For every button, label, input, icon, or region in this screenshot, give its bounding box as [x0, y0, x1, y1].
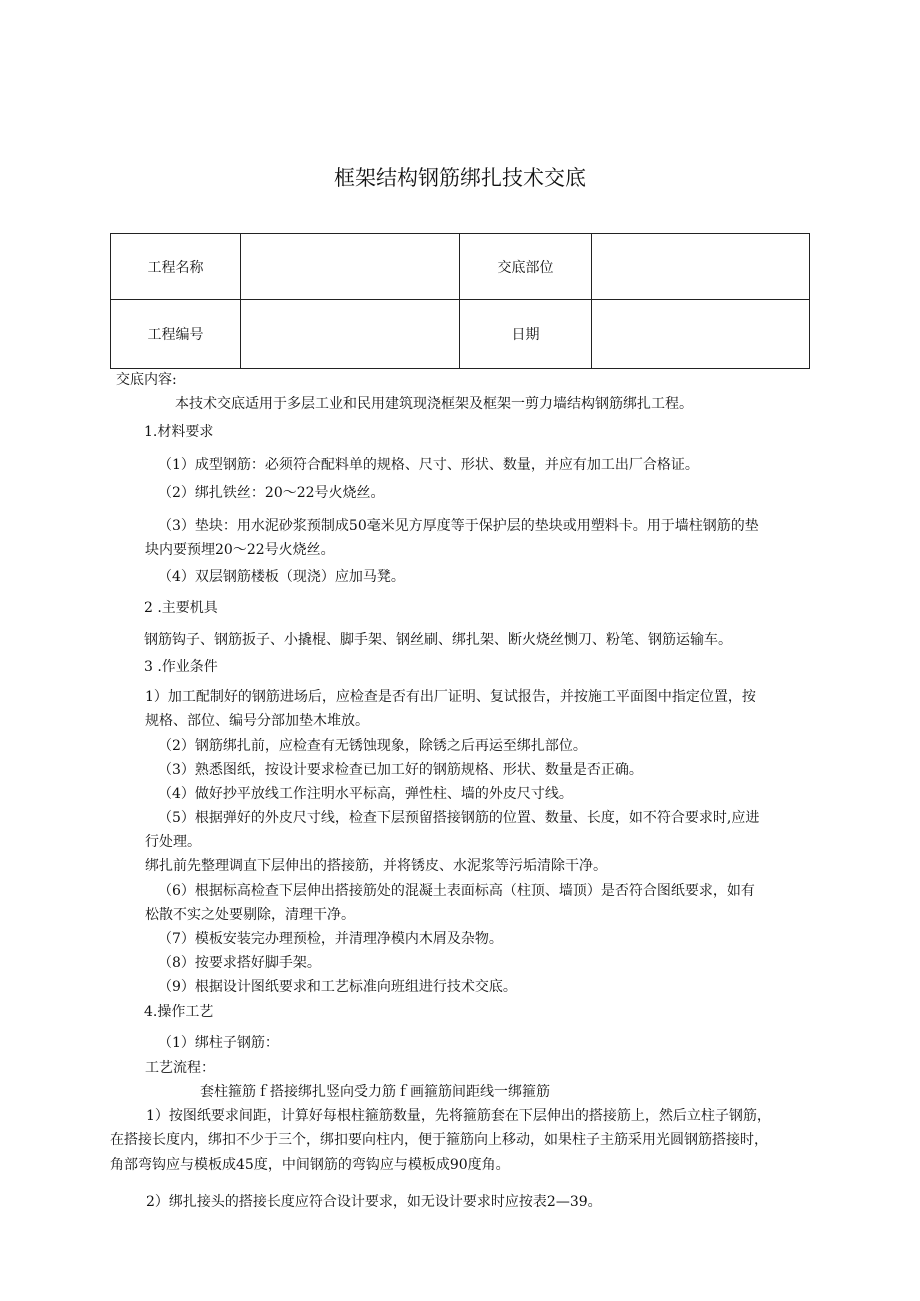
paragraph: 钢筋钩子、钢筋扳子、小撬棍、脚手架、钢丝刷、绑扎架、断火烧丝恻刀、粉笔、钢筋运输车。	[144, 632, 732, 648]
project-number-value	[241, 300, 460, 369]
paragraph: （6）根据标高检查下层伸出搭接筋处的混凝土表面标高（柱顶、墙顶）是否符合图纸要求，如有	[158, 883, 755, 899]
paragraph: 工艺流程：	[145, 1060, 215, 1076]
project-name-value	[241, 234, 460, 300]
info-table	[110, 233, 810, 369]
paragraph: 角部弯钩应与模板成45度，中间钢筋的弯钩应与模板成90度角。	[110, 1157, 510, 1173]
date-label: 日期	[460, 300, 592, 369]
date-value	[592, 300, 810, 369]
paragraph: （9）根据设计图纸要求和工艺标准向班组进行技术交底。	[158, 979, 517, 995]
paragraph: 1）按图纸要求间距，计算好每根柱箍筋数量，先将箍筋套在下层伸出的搭接筋上，然后立柱子钢筋，	[146, 1108, 771, 1124]
content-heading: 交底内容:	[116, 372, 177, 388]
paragraph: 松散不实之处要剔除，清理干净。	[145, 907, 355, 923]
paragraph: （4）双层钢筋楼板（现浇）应加马凳。	[158, 569, 405, 585]
paragraph: （1）绑柱子钢筋：	[158, 1035, 279, 1051]
paragraph: （2）绑扎铁丝：20〜22号火烧丝。	[158, 485, 385, 501]
paragraph: （2）钢筋绑扎前，应检查有无锈蚀现象，除锈之后再运至绑扎部位。	[158, 738, 587, 754]
paragraph: （5）根据弹好的外皮尺寸线，检查下层预留搭接钢筋的位置、数量、长度，如不符合要求时,应进	[158, 810, 760, 826]
paragraph: 规格、部位、编号分部加垫木堆放。	[145, 713, 369, 729]
disclosure-part-label: 交底部位	[460, 234, 592, 300]
paragraph: （3）垫块：用水泥砂浆预制成50毫米见方厚度等于保护层的垫块或用塑料卡。用于墙柱钢筋的垫	[158, 518, 759, 534]
paragraph: 本技术交底适用于多层工业和民用建筑现浇框架及框架一剪力墙结构钢筋绑扎工程。	[175, 396, 693, 412]
paragraph: 1）加工配制好的钢筋进场后，应检查是否有出厂证明、复试报告，并按施工平面图中指定位置，按	[145, 689, 756, 705]
paragraph: 2）绑扎接头的搭接长度应符合设计要求，如无设计要求时应按表2—39。	[146, 1194, 602, 1210]
paragraph: （3）熟悉图纸，按设计要求检查已加工好的钢筋规格、形状、数量是否正确。	[158, 762, 643, 778]
paragraph: （4）做好抄平放线工作注明水平标高，弹性柱、墙的外皮尺寸线。	[158, 786, 573, 802]
section-heading: 2 .主要机具	[144, 600, 218, 616]
section-heading: 4.操作工艺	[144, 1004, 214, 1020]
section-heading: 3 .作业条件	[144, 659, 218, 675]
paragraph: （7）模板安装完办理预检，并清理净模内木屑及杂物。	[158, 931, 503, 947]
paragraph: （1）成型钢筋：必须符合配料单的规格、尺寸、形状、数量，并应有加工出厂合格证。	[158, 457, 699, 473]
paragraph: （8）按要求搭好脚手架。	[158, 955, 321, 971]
project-name-label: 工程名称	[111, 234, 241, 300]
paragraph: 块内要预埋20〜22号火烧丝。	[145, 542, 335, 558]
paragraph: 绑扎前先整理调直下层伸出的搭接筋，并将锈皮、水泥浆等污垢清除干净。	[145, 858, 607, 874]
disclosure-part-value	[592, 234, 810, 300]
process-flow: 套柱箍筋ｆ搭接绑扎竖向受力筋ｆ画箍筋间距线一绑箍筋	[200, 1084, 550, 1100]
paragraph: 在搭接长度内，绑扣不少于三个，绑扣要向柱内，便于箍筋向上移动，如果柱子主筋采用光圆钢筋搭接时，	[110, 1132, 768, 1148]
paragraph: 行处理。	[145, 834, 201, 850]
document-title: 框架结构钢筋绑扎技术交底	[334, 166, 586, 190]
project-number-label: 工程编号	[111, 300, 241, 369]
section-heading: 1.材料要求	[144, 424, 214, 440]
